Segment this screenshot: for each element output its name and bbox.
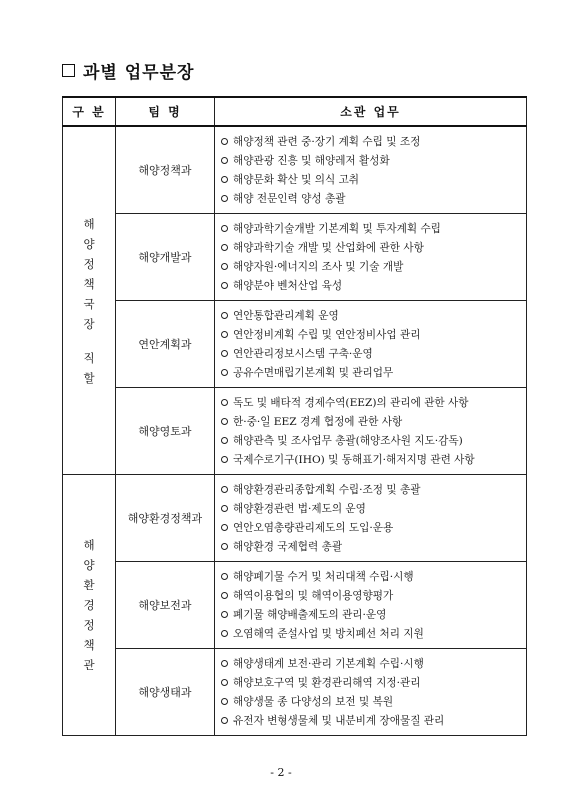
duties-list (215, 475, 526, 561)
list-item (221, 133, 526, 152)
checkbox-square-icon (62, 64, 75, 77)
list-item (221, 712, 526, 731)
duty-text: 해양문화 확산 및 의식 고취 (233, 174, 360, 186)
duty-text: 폐기물 해양배출제도의 관리·운영 (233, 609, 387, 621)
header-duties: 소관 업무 (215, 97, 527, 126)
list-item (221, 190, 526, 209)
duties-list (215, 649, 526, 735)
division-name-char: 양 (83, 236, 95, 251)
team-name: 해양보전과 (116, 562, 215, 649)
duties-cell (215, 562, 527, 649)
team-name: 해양영토과 (116, 388, 215, 475)
table-row (63, 301, 527, 388)
division-name-char: 해 (83, 216, 95, 231)
circle-bullet-icon (221, 331, 228, 338)
list-item (221, 481, 526, 500)
duty-text: 국제수로기구(IHO) 및 동해표기·해저지명 관련 사항 (233, 454, 475, 466)
team-name: 해양생태과 (116, 649, 215, 736)
team-name: 해양환경정책과 (116, 475, 215, 562)
duty-text: 유전자 변형생물체 및 내분비계 장애물질 관리 (233, 715, 445, 727)
circle-bullet-icon (221, 350, 228, 357)
team-name: 해양정책과 (116, 126, 215, 214)
division-name-char: 관 (83, 658, 95, 672)
page-number: - 2 - (270, 766, 292, 779)
division-name-char: 환 (83, 578, 95, 592)
circle-bullet-icon (221, 138, 228, 145)
circle-bullet-icon (221, 486, 228, 493)
division-name-char: 정 (83, 256, 95, 271)
circle-bullet-icon (221, 225, 228, 232)
header-team: 팀 명 (116, 97, 215, 126)
duty-text: 독도 및 배타적 경제수역(EEZ)의 관리에 관한 사항 (233, 397, 469, 409)
duties-cell (215, 388, 527, 475)
circle-bullet-icon (221, 660, 228, 667)
duty-text: 오염해역 준설사업 및 방치폐선 처리 지원 (233, 628, 424, 640)
list-item (221, 519, 526, 538)
circle-bullet-icon (221, 282, 228, 289)
duty-text: 공유수면매립기본계획 및 관리업무 (233, 367, 394, 379)
duty-text: 해양환경관련 법·제도의 운영 (233, 503, 366, 515)
duties-list (215, 388, 526, 474)
circle-bullet-icon (221, 437, 228, 444)
list-item (221, 674, 526, 693)
list-item (221, 568, 526, 587)
duty-text: 해양관측 및 조사업무 총괄(해양조사원 지도·감독) (233, 435, 463, 447)
division-duties-table (62, 96, 527, 736)
circle-bullet-icon (221, 698, 228, 705)
table-body (63, 126, 527, 736)
list-item (221, 500, 526, 519)
list-item (221, 451, 526, 470)
table-header-row (63, 97, 527, 126)
list-item (221, 152, 526, 171)
circle-bullet-icon (221, 524, 228, 531)
table-row (63, 388, 527, 475)
list-item (221, 258, 526, 277)
division-name-char: 경 (83, 598, 95, 612)
list-item (221, 171, 526, 190)
division-name-char: 해 (83, 538, 95, 552)
table-row (63, 214, 527, 301)
duty-text: 연안통합관리계획 운영 (233, 310, 339, 322)
duties-list (215, 562, 526, 648)
division-name-char: 할 (83, 370, 95, 385)
team-name: 연안계획과 (116, 301, 215, 388)
duty-text: 해양과학기술개발 기본계획 및 투자계획 수립 (233, 223, 441, 235)
division-name-char: 양 (83, 558, 95, 572)
duty-text: 해양과학기술 개발 및 산업화에 관한 사항 (233, 242, 424, 254)
division-name-char: 책 (83, 638, 95, 652)
table-row (63, 126, 527, 214)
list-item (221, 606, 526, 625)
list-item (221, 538, 526, 557)
division-name-char: 책 (83, 276, 95, 291)
duties-cell (215, 301, 527, 388)
duty-text: 해양환경관리종합계획 수립·조정 및 총괄 (233, 484, 421, 496)
duties-list (215, 127, 526, 213)
duty-text: 연안정비계획 수립 및 연안정비사업 관리 (233, 329, 421, 341)
circle-bullet-icon (221, 157, 228, 164)
division-name-vertical (63, 535, 115, 675)
circle-bullet-icon (221, 630, 228, 637)
duty-text: 한·중·일 EEZ 경계 협정에 관한 사항 (233, 416, 403, 428)
duty-text: 해양자원·에너지의 조사 및 기술 개발 (233, 261, 404, 273)
list-item (221, 693, 526, 712)
duty-text: 해역이용협의 및 해역이용영향평가 (233, 590, 394, 602)
circle-bullet-icon (221, 456, 228, 463)
circle-bullet-icon (221, 176, 228, 183)
list-item (221, 239, 526, 258)
division-cell (63, 475, 116, 736)
duty-text: 해양생물 종 다양성의 보전 및 복원 (233, 696, 394, 708)
circle-bullet-icon (221, 573, 228, 580)
list-item (221, 655, 526, 674)
circle-bullet-icon (221, 611, 228, 618)
division-name-char: 장 (83, 316, 95, 331)
duties-cell (215, 126, 527, 214)
circle-bullet-icon (221, 263, 228, 270)
duties-list (215, 214, 526, 300)
circle-bullet-icon (221, 369, 228, 376)
duty-text: 해양관광 진흥 및 해양레저 활성화 (233, 155, 390, 167)
duty-text: 해양폐기물 수거 및 처리대책 수립·시행 (233, 571, 414, 583)
division-name-vertical (63, 214, 115, 388)
table-row (63, 649, 527, 736)
list-item (221, 364, 526, 383)
circle-bullet-icon (221, 399, 228, 406)
list-item (221, 413, 526, 432)
circle-bullet-icon (221, 592, 228, 599)
duty-text: 해양보호구역 및 환경관리해역 지정·관리 (233, 677, 421, 689)
division-name-char: 직 (83, 350, 95, 365)
duty-text: 연안오염총량관리제도의 도입·운용 (233, 522, 394, 534)
duty-text: 연안관리정보시스템 구축·운영 (233, 348, 373, 360)
circle-bullet-icon (221, 244, 228, 251)
duties-cell (215, 475, 527, 562)
duty-text: 해양 전문인력 양성 총괄 (233, 193, 346, 205)
division-name-char: 정 (83, 618, 95, 632)
list-item (221, 345, 526, 364)
section-title-text: 과별 업무분장 (83, 63, 195, 83)
list-item (221, 432, 526, 451)
division-cell (63, 126, 116, 475)
circle-bullet-icon (221, 717, 228, 724)
list-item (221, 307, 526, 326)
circle-bullet-icon (221, 543, 228, 550)
list-item (221, 277, 526, 296)
duty-text: 해양환경 국제협력 총괄 (233, 541, 343, 553)
duty-text: 해양분야 벤처산업 육성 (233, 280, 343, 292)
list-item (221, 220, 526, 239)
list-item (221, 394, 526, 413)
duty-text: 해양생태계 보전·관리 기본계획 수립·시행 (233, 658, 424, 670)
list-item (221, 625, 526, 644)
duties-list (215, 301, 526, 387)
circle-bullet-icon (221, 195, 228, 202)
circle-bullet-icon (221, 505, 228, 512)
division-name-char: 국 (83, 296, 95, 311)
table-row (63, 475, 527, 562)
section-title (62, 58, 194, 83)
list-item (221, 326, 526, 345)
team-name: 해양개발과 (116, 214, 215, 301)
circle-bullet-icon (221, 679, 228, 686)
duty-text: 해양정책 관련 중·장기 계획 수립 및 조정 (233, 136, 421, 148)
header-division: 구 분 (63, 97, 116, 126)
circle-bullet-icon (221, 312, 228, 319)
list-item (221, 587, 526, 606)
table-row (63, 562, 527, 649)
duties-cell (215, 649, 527, 736)
duties-cell (215, 214, 527, 301)
circle-bullet-icon (221, 418, 228, 425)
